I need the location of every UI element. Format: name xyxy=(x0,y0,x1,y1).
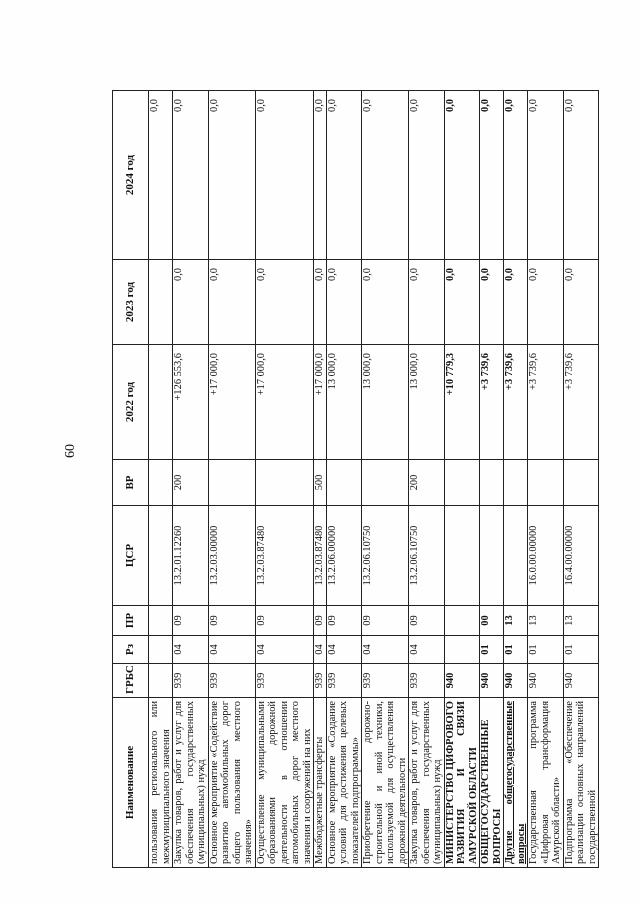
cell-pr: 13 xyxy=(504,606,528,636)
table-row xyxy=(444,91,480,868)
cell-vr xyxy=(563,460,599,506)
cell-2023: 0,0 xyxy=(563,260,599,345)
cell-csr xyxy=(444,506,480,606)
cell-vr xyxy=(255,460,314,506)
cell-grbs: 939 xyxy=(255,664,314,698)
cell-pr: 09 xyxy=(255,606,314,636)
cell-name: Подпрограмма «Обеспечение реализации основных направлений государственной xyxy=(563,698,599,868)
cell-grbs: 939 xyxy=(173,664,209,698)
cell-grbs: 939 xyxy=(362,664,409,698)
cell-rz: 04 xyxy=(362,636,409,664)
cell-grbs: 939 xyxy=(314,664,327,698)
col-header-name: Наименование xyxy=(113,698,149,868)
cell-2023: 0,0 xyxy=(255,260,314,345)
col-header-2023: 2023 год xyxy=(113,260,149,345)
budget-table xyxy=(112,90,599,868)
cell-name: Другие общегосударственные вопросы xyxy=(504,698,528,868)
cell-name: Межбюджетные трансферты xyxy=(314,698,327,868)
cell-csr: 13.2.03.87480 xyxy=(314,506,327,606)
cell-rz xyxy=(149,636,173,664)
cell-pr: 09 xyxy=(409,606,445,636)
cell-csr: 13.2.06.00000 xyxy=(326,506,362,606)
cell-vr xyxy=(480,460,504,506)
cell-2023: 0,0 xyxy=(314,260,327,345)
table-row xyxy=(255,91,314,868)
cell-pr: 13 xyxy=(563,606,599,636)
cell-rz: 01 xyxy=(528,636,564,664)
cell-vr xyxy=(208,460,255,506)
cell-rz: 04 xyxy=(208,636,255,664)
cell-2023: 0,0 xyxy=(362,260,409,345)
cell-rz: 04 xyxy=(173,636,209,664)
cell-vr xyxy=(326,460,362,506)
cell-2022: +10 779,3 xyxy=(444,345,480,460)
cell-vr xyxy=(528,460,564,506)
cell-2022 xyxy=(149,345,173,460)
cell-2024: 0,0 xyxy=(528,91,564,260)
cell-2023: 0,0 xyxy=(173,260,209,345)
table-row xyxy=(326,91,362,868)
cell-pr xyxy=(149,606,173,636)
cell-pr: 09 xyxy=(208,606,255,636)
cell-2023: 0,0 xyxy=(528,260,564,345)
cell-2022: 13 000,0 xyxy=(362,345,409,460)
cell-2022: 13 000,0 xyxy=(326,345,362,460)
cell-pr: 09 xyxy=(173,606,209,636)
cell-2022: +3 739,6 xyxy=(480,345,504,460)
cell-rz: 04 xyxy=(326,636,362,664)
cell-csr: 16.0.00.00000 xyxy=(528,506,564,606)
cell-pr: 09 xyxy=(326,606,362,636)
cell-name: МИНИСТЕРСТВО ЦИФРОВОГО РАЗВИТИЯ И СВЯЗИ АМУРСКОЙ ОБЛАСТИ xyxy=(444,698,480,868)
cell-2022: +3 739,6 xyxy=(528,345,564,460)
cell-vr xyxy=(504,460,528,506)
table-row xyxy=(362,91,409,868)
cell-grbs: 940 xyxy=(444,664,480,698)
cell-name: Закупка товаров, работ и услуг для обеспечения государственных (муниципальных) нужд xyxy=(173,698,209,868)
cell-csr xyxy=(480,506,504,606)
cell-2022: +126 553,6 xyxy=(173,345,209,460)
cell-rz: 01 xyxy=(563,636,599,664)
col-header-rz: Рз xyxy=(113,636,149,664)
cell-2024: 0,0 xyxy=(480,91,504,260)
cell-2023 xyxy=(149,260,173,345)
cell-2024: 0,0 xyxy=(173,91,209,260)
col-header-csr: ЦСР xyxy=(113,506,149,606)
cell-pr: 00 xyxy=(480,606,504,636)
cell-pr xyxy=(444,606,480,636)
table-row xyxy=(208,91,255,868)
cell-2022: +3 739,6 xyxy=(504,345,528,460)
cell-2022: +17 000,0 xyxy=(255,345,314,460)
cell-2023: 0,0 xyxy=(208,260,255,345)
table-row xyxy=(409,91,445,868)
col-header-pr: ПР xyxy=(113,606,149,636)
cell-pr: 13 xyxy=(528,606,564,636)
cell-vr xyxy=(444,460,480,506)
cell-csr xyxy=(149,506,173,606)
cell-2023: 0,0 xyxy=(444,260,480,345)
rotated-table-container xyxy=(112,91,615,868)
cell-2022: +3 739,6 xyxy=(563,345,599,460)
cell-csr: 13.2.03.00000 xyxy=(208,506,255,606)
cell-rz: 01 xyxy=(504,636,528,664)
cell-2022: +17 000,0 xyxy=(314,345,327,460)
cell-vr: 200 xyxy=(173,460,209,506)
cell-grbs: 940 xyxy=(504,664,528,698)
cell-2023: 0,0 xyxy=(409,260,445,345)
cell-2024: 0,0 xyxy=(314,91,327,260)
table-row xyxy=(563,91,599,868)
table-row xyxy=(528,91,564,868)
cell-vr xyxy=(362,460,409,506)
cell-grbs: 940 xyxy=(563,664,599,698)
cell-name: Основное мероприятие «Создание условий для достижения целевых показателей подпрограммы» xyxy=(326,698,362,868)
cell-grbs: 939 xyxy=(326,664,362,698)
cell-2024: 0,0 xyxy=(326,91,362,260)
cell-2024: 0,0 xyxy=(362,91,409,260)
cell-vr xyxy=(149,460,173,506)
table-header-row xyxy=(113,91,149,868)
cell-csr xyxy=(504,506,528,606)
cell-grbs: 939 xyxy=(409,664,445,698)
cell-rz: 04 xyxy=(314,636,327,664)
cell-2024: 0,0 xyxy=(208,91,255,260)
cell-2023: 0,0 xyxy=(504,260,528,345)
table-body xyxy=(149,91,599,868)
cell-name: Приобретение дорожно-строительной и иной техники, используемой для осуществления дорожной деятельности xyxy=(362,698,409,868)
cell-2023: 0,0 xyxy=(480,260,504,345)
cell-pr: 09 xyxy=(362,606,409,636)
cell-2024: 0,0 xyxy=(444,91,480,260)
cell-2022: 13 000,0 xyxy=(409,345,445,460)
cell-rz: 04 xyxy=(255,636,314,664)
page-number: 60 xyxy=(63,444,78,458)
cell-name: Осуществление муниципальными образованиями дорожной деятельности в отношении автомобильных дорог местного значения и сооружений на них xyxy=(255,698,314,868)
table-row xyxy=(149,91,173,868)
col-header-2024: 2024 год xyxy=(113,91,149,260)
cell-2024: 0,0 xyxy=(504,91,528,260)
cell-2024: 0,0 xyxy=(563,91,599,260)
cell-2024: 0,0 xyxy=(149,91,173,260)
cell-csr: 13.2.01.12260 xyxy=(173,506,209,606)
cell-csr: 13.2.06.10750 xyxy=(409,506,445,606)
cell-2022: +17 000,0 xyxy=(208,345,255,460)
cell-csr: 16.4.00.00000 xyxy=(563,506,599,606)
table-row xyxy=(480,91,504,868)
cell-grbs: 940 xyxy=(480,664,504,698)
cell-name: Основное мероприятие «Содействие развитию автомобильных дорог общего пользования местного значения» xyxy=(208,698,255,868)
cell-rz: 04 xyxy=(409,636,445,664)
cell-name: Государственная программа «Цифровая трансформация Амурской области» xyxy=(528,698,564,868)
cell-2024: 0,0 xyxy=(409,91,445,260)
cell-2024: 0,0 xyxy=(255,91,314,260)
cell-grbs: 939 xyxy=(208,664,255,698)
table-row xyxy=(173,91,209,868)
cell-csr: 13.2.06.10750 xyxy=(362,506,409,606)
col-header-vr: ВР xyxy=(113,460,149,506)
cell-rz xyxy=(444,636,480,664)
cell-grbs xyxy=(149,664,173,698)
cell-pr: 09 xyxy=(314,606,327,636)
cell-name: Закупка товаров, работ и услуг для обеспечения государственных (муниципальных) нужд xyxy=(409,698,445,868)
cell-vr: 500 xyxy=(314,460,327,506)
cell-name: ОБЩЕГОСУДАРСТВЕННЫЕ ВОПРОСЫ xyxy=(480,698,504,868)
cell-rz: 01 xyxy=(480,636,504,664)
col-header-grbs: ГРБС xyxy=(113,664,149,698)
cell-2023: 0,0 xyxy=(326,260,362,345)
col-header-2022: 2022 год xyxy=(113,345,149,460)
cell-vr: 200 xyxy=(409,460,445,506)
cell-csr: 13.2.03.87480 xyxy=(255,506,314,606)
cell-name: пользования регионального или межмуниципального значения xyxy=(149,698,173,868)
cell-grbs: 940 xyxy=(528,664,564,698)
table-row xyxy=(504,91,528,868)
table-row xyxy=(314,91,327,868)
